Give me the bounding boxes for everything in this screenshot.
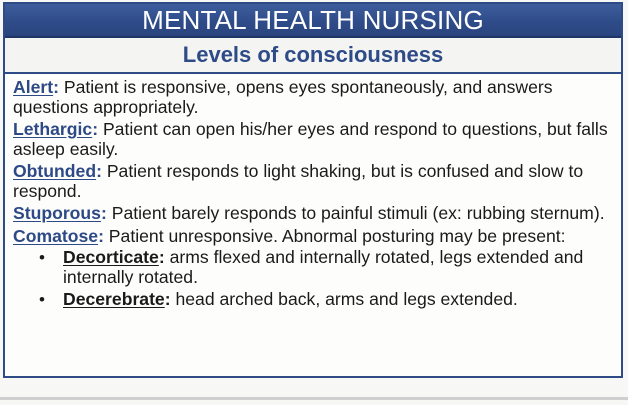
level-description: Patient unresponsive. Abnormal posturing may be present: — [103, 225, 566, 246]
bullet-icon: • — [39, 290, 45, 309]
level-description: Patient responds to light shaking, but is confused and slow to respond. — [13, 161, 584, 201]
level-entry-stuporous — [13, 204, 613, 224]
page-title: MENTAL HEALTH NURSING — [5, 4, 621, 38]
posturing-term: Decerebrate — [63, 289, 165, 309]
term-colon: : — [92, 119, 99, 139]
term-colon: : — [98, 225, 104, 246]
level-entry-alert — [13, 78, 613, 117]
level-description: Patient barely responds to painful stimuli (ex: rubbing sternum). — [106, 203, 605, 223]
posturing-description: arms flexed and internally rotated, legs extended and internally rotated. — [63, 247, 584, 287]
list-item-decerebrate — [39, 290, 613, 310]
level-term: Alert — [13, 77, 54, 97]
level-entry-comatose — [13, 227, 613, 247]
section-subtitle: Levels of consciousness — [5, 38, 621, 74]
term-colon: : — [100, 203, 107, 223]
posturing-description: head arched back, arms and legs extended. — [170, 289, 518, 309]
level-term: Lethargic — [13, 119, 93, 139]
levels-list — [5, 74, 621, 310]
level-term: Stuporous — [13, 203, 101, 223]
posturing-list — [13, 248, 613, 310]
level-entry-obtunded — [13, 162, 613, 201]
bullet-icon: • — [39, 248, 45, 267]
term-colon: : — [158, 247, 165, 267]
term-colon: : — [96, 161, 102, 181]
level-term: Obtunded — [13, 161, 97, 181]
term-colon: : — [164, 289, 171, 309]
page-divider — [0, 397, 628, 400]
list-item-decorticate — [39, 248, 613, 287]
posturing-term: Decorticate — [63, 247, 159, 267]
level-description: Patient can open his/her eyes and respond to questions, but falls asleep easily. — [13, 119, 608, 159]
level-entry-lethargic — [13, 120, 613, 159]
level-term: Comatose — [13, 225, 99, 246]
term-colon: : — [53, 77, 59, 97]
info-card — [3, 2, 623, 378]
level-description: Patient is responsive, opens eyes spontaneously, and answers questions appropriately. — [13, 77, 553, 117]
